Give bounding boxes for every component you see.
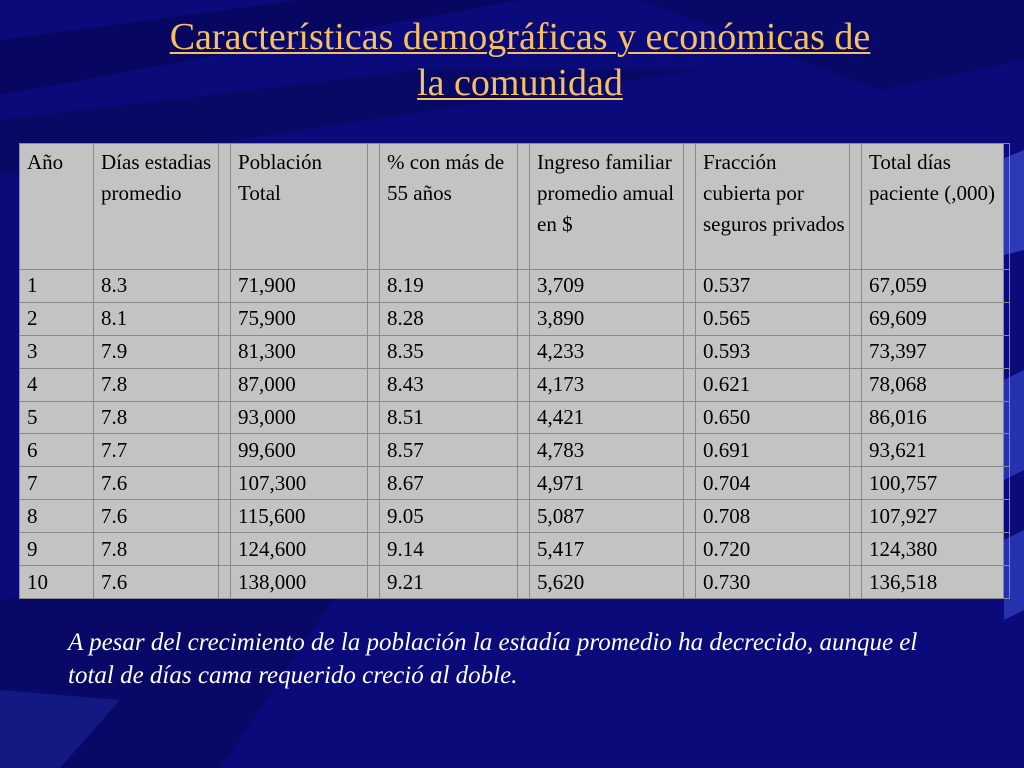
table-row — [20, 270, 1010, 303]
cell-total-population: 107,300 — [231, 467, 368, 500]
cell-total-patient-days: 93,621 — [862, 434, 1004, 467]
table-row — [20, 368, 1010, 401]
cell-private-insurance-fraction: 0.621 — [696, 368, 850, 401]
cell-year: 1 — [20, 270, 94, 303]
cell-avg-stay-days: 7.8 — [94, 401, 219, 434]
table-header-row — [20, 144, 1010, 270]
header-year: Año — [20, 144, 94, 270]
cell-avg-family-income: 5,087 — [530, 500, 684, 533]
cell-total-patient-days: 124,380 — [862, 533, 1004, 566]
slide-title — [60, 14, 980, 106]
cell-pct-over-55: 8.28 — [380, 302, 518, 335]
cell-private-insurance-fraction: 0.730 — [696, 566, 850, 599]
cell-year: 3 — [20, 335, 94, 368]
cell-total-population: 81,300 — [231, 335, 368, 368]
cell-private-insurance-fraction: 0.708 — [696, 500, 850, 533]
cell-total-patient-days: 107,927 — [862, 500, 1004, 533]
table-row — [20, 566, 1010, 599]
cell-year: 7 — [20, 467, 94, 500]
cell-total-patient-days: 73,397 — [862, 335, 1004, 368]
table-row — [20, 500, 1010, 533]
cell-private-insurance-fraction: 0.650 — [696, 401, 850, 434]
cell-year: 4 — [20, 368, 94, 401]
cell-pct-over-55: 8.57 — [380, 434, 518, 467]
cell-avg-family-income: 5,620 — [530, 566, 684, 599]
cell-pct-over-55: 8.51 — [380, 401, 518, 434]
cell-total-population: 99,600 — [231, 434, 368, 467]
header-total-patient-days: Total días paciente (,000) — [862, 144, 1004, 270]
cell-private-insurance-fraction: 0.720 — [696, 533, 850, 566]
cell-private-insurance-fraction: 0.537 — [696, 270, 850, 303]
cell-total-population: 71,900 — [231, 270, 368, 303]
cell-total-population: 115,600 — [231, 500, 368, 533]
slide-title-line-1: Características demográficas y económicas de — [169, 16, 871, 58]
cell-avg-stay-days: 7.8 — [94, 533, 219, 566]
cell-total-population: 138,000 — [231, 566, 368, 599]
header-total-population: Población Total — [231, 144, 368, 270]
cell-avg-stay-days: 7.9 — [94, 335, 219, 368]
header-avg-stay-days: Días estadias promedio — [94, 144, 219, 270]
cell-avg-stay-days: 7.6 — [94, 500, 219, 533]
demographics-table-container — [19, 143, 1004, 599]
cell-total-patient-days: 78,068 — [862, 368, 1004, 401]
header-pct-over-55: % con más de 55 años — [380, 144, 518, 270]
cell-private-insurance-fraction: 0.704 — [696, 467, 850, 500]
cell-avg-stay-days: 8.3 — [94, 270, 219, 303]
cell-total-patient-days: 136,518 — [862, 566, 1004, 599]
header-private-insurance-fraction: Fracción cubierta por seguros privados — [696, 144, 850, 270]
cell-pct-over-55: 9.05 — [380, 500, 518, 533]
table-row — [20, 434, 1010, 467]
cell-avg-family-income: 4,173 — [530, 368, 684, 401]
cell-pct-over-55: 8.67 — [380, 467, 518, 500]
cell-total-population: 124,600 — [231, 533, 368, 566]
cell-pct-over-55: 8.19 — [380, 270, 518, 303]
cell-total-patient-days: 69,609 — [862, 302, 1004, 335]
cell-year: 6 — [20, 434, 94, 467]
cell-avg-family-income: 4,783 — [530, 434, 684, 467]
cell-total-population: 75,900 — [231, 302, 368, 335]
cell-total-patient-days: 86,016 — [862, 401, 1004, 434]
slide-title-line-2: la comunidad — [417, 62, 623, 104]
cell-year: 8 — [20, 500, 94, 533]
cell-avg-family-income: 4,233 — [530, 335, 684, 368]
cell-year: 10 — [20, 566, 94, 599]
cell-total-patient-days: 67,059 — [862, 270, 1004, 303]
cell-avg-family-income: 3,709 — [530, 270, 684, 303]
cell-avg-stay-days: 7.6 — [94, 467, 219, 500]
cell-pct-over-55: 8.43 — [380, 368, 518, 401]
cell-private-insurance-fraction: 0.565 — [696, 302, 850, 335]
cell-total-patient-days: 100,757 — [862, 467, 1004, 500]
demographics-table — [19, 143, 1010, 599]
table-row — [20, 467, 1010, 500]
cell-pct-over-55: 8.35 — [380, 335, 518, 368]
cell-private-insurance-fraction: 0.593 — [696, 335, 850, 368]
table-row — [20, 302, 1010, 335]
header-avg-family-income: Ingreso familiar promedio amual en $ — [530, 144, 684, 270]
cell-private-insurance-fraction: 0.691 — [696, 434, 850, 467]
cell-year: 5 — [20, 401, 94, 434]
table-row — [20, 401, 1010, 434]
cell-total-population: 87,000 — [231, 368, 368, 401]
cell-avg-stay-days: 7.6 — [94, 566, 219, 599]
cell-pct-over-55: 9.21 — [380, 566, 518, 599]
cell-avg-family-income: 5,417 — [530, 533, 684, 566]
slide-caption: A pesar del crecimiento de la población la estadía promedio ha decrecido, aunque el total de días cama requerido creció al doble. — [68, 629, 918, 689]
cell-avg-family-income: 4,421 — [530, 401, 684, 434]
cell-avg-stay-days: 8.1 — [94, 302, 219, 335]
cell-avg-stay-days: 7.8 — [94, 368, 219, 401]
cell-avg-family-income: 4,971 — [530, 467, 684, 500]
table-row — [20, 533, 1010, 566]
cell-year: 9 — [20, 533, 94, 566]
cell-avg-family-income: 3,890 — [530, 302, 684, 335]
cell-pct-over-55: 9.14 — [380, 533, 518, 566]
cell-year: 2 — [20, 302, 94, 335]
cell-total-population: 93,000 — [231, 401, 368, 434]
table-row — [20, 335, 1010, 368]
cell-avg-stay-days: 7.7 — [94, 434, 219, 467]
